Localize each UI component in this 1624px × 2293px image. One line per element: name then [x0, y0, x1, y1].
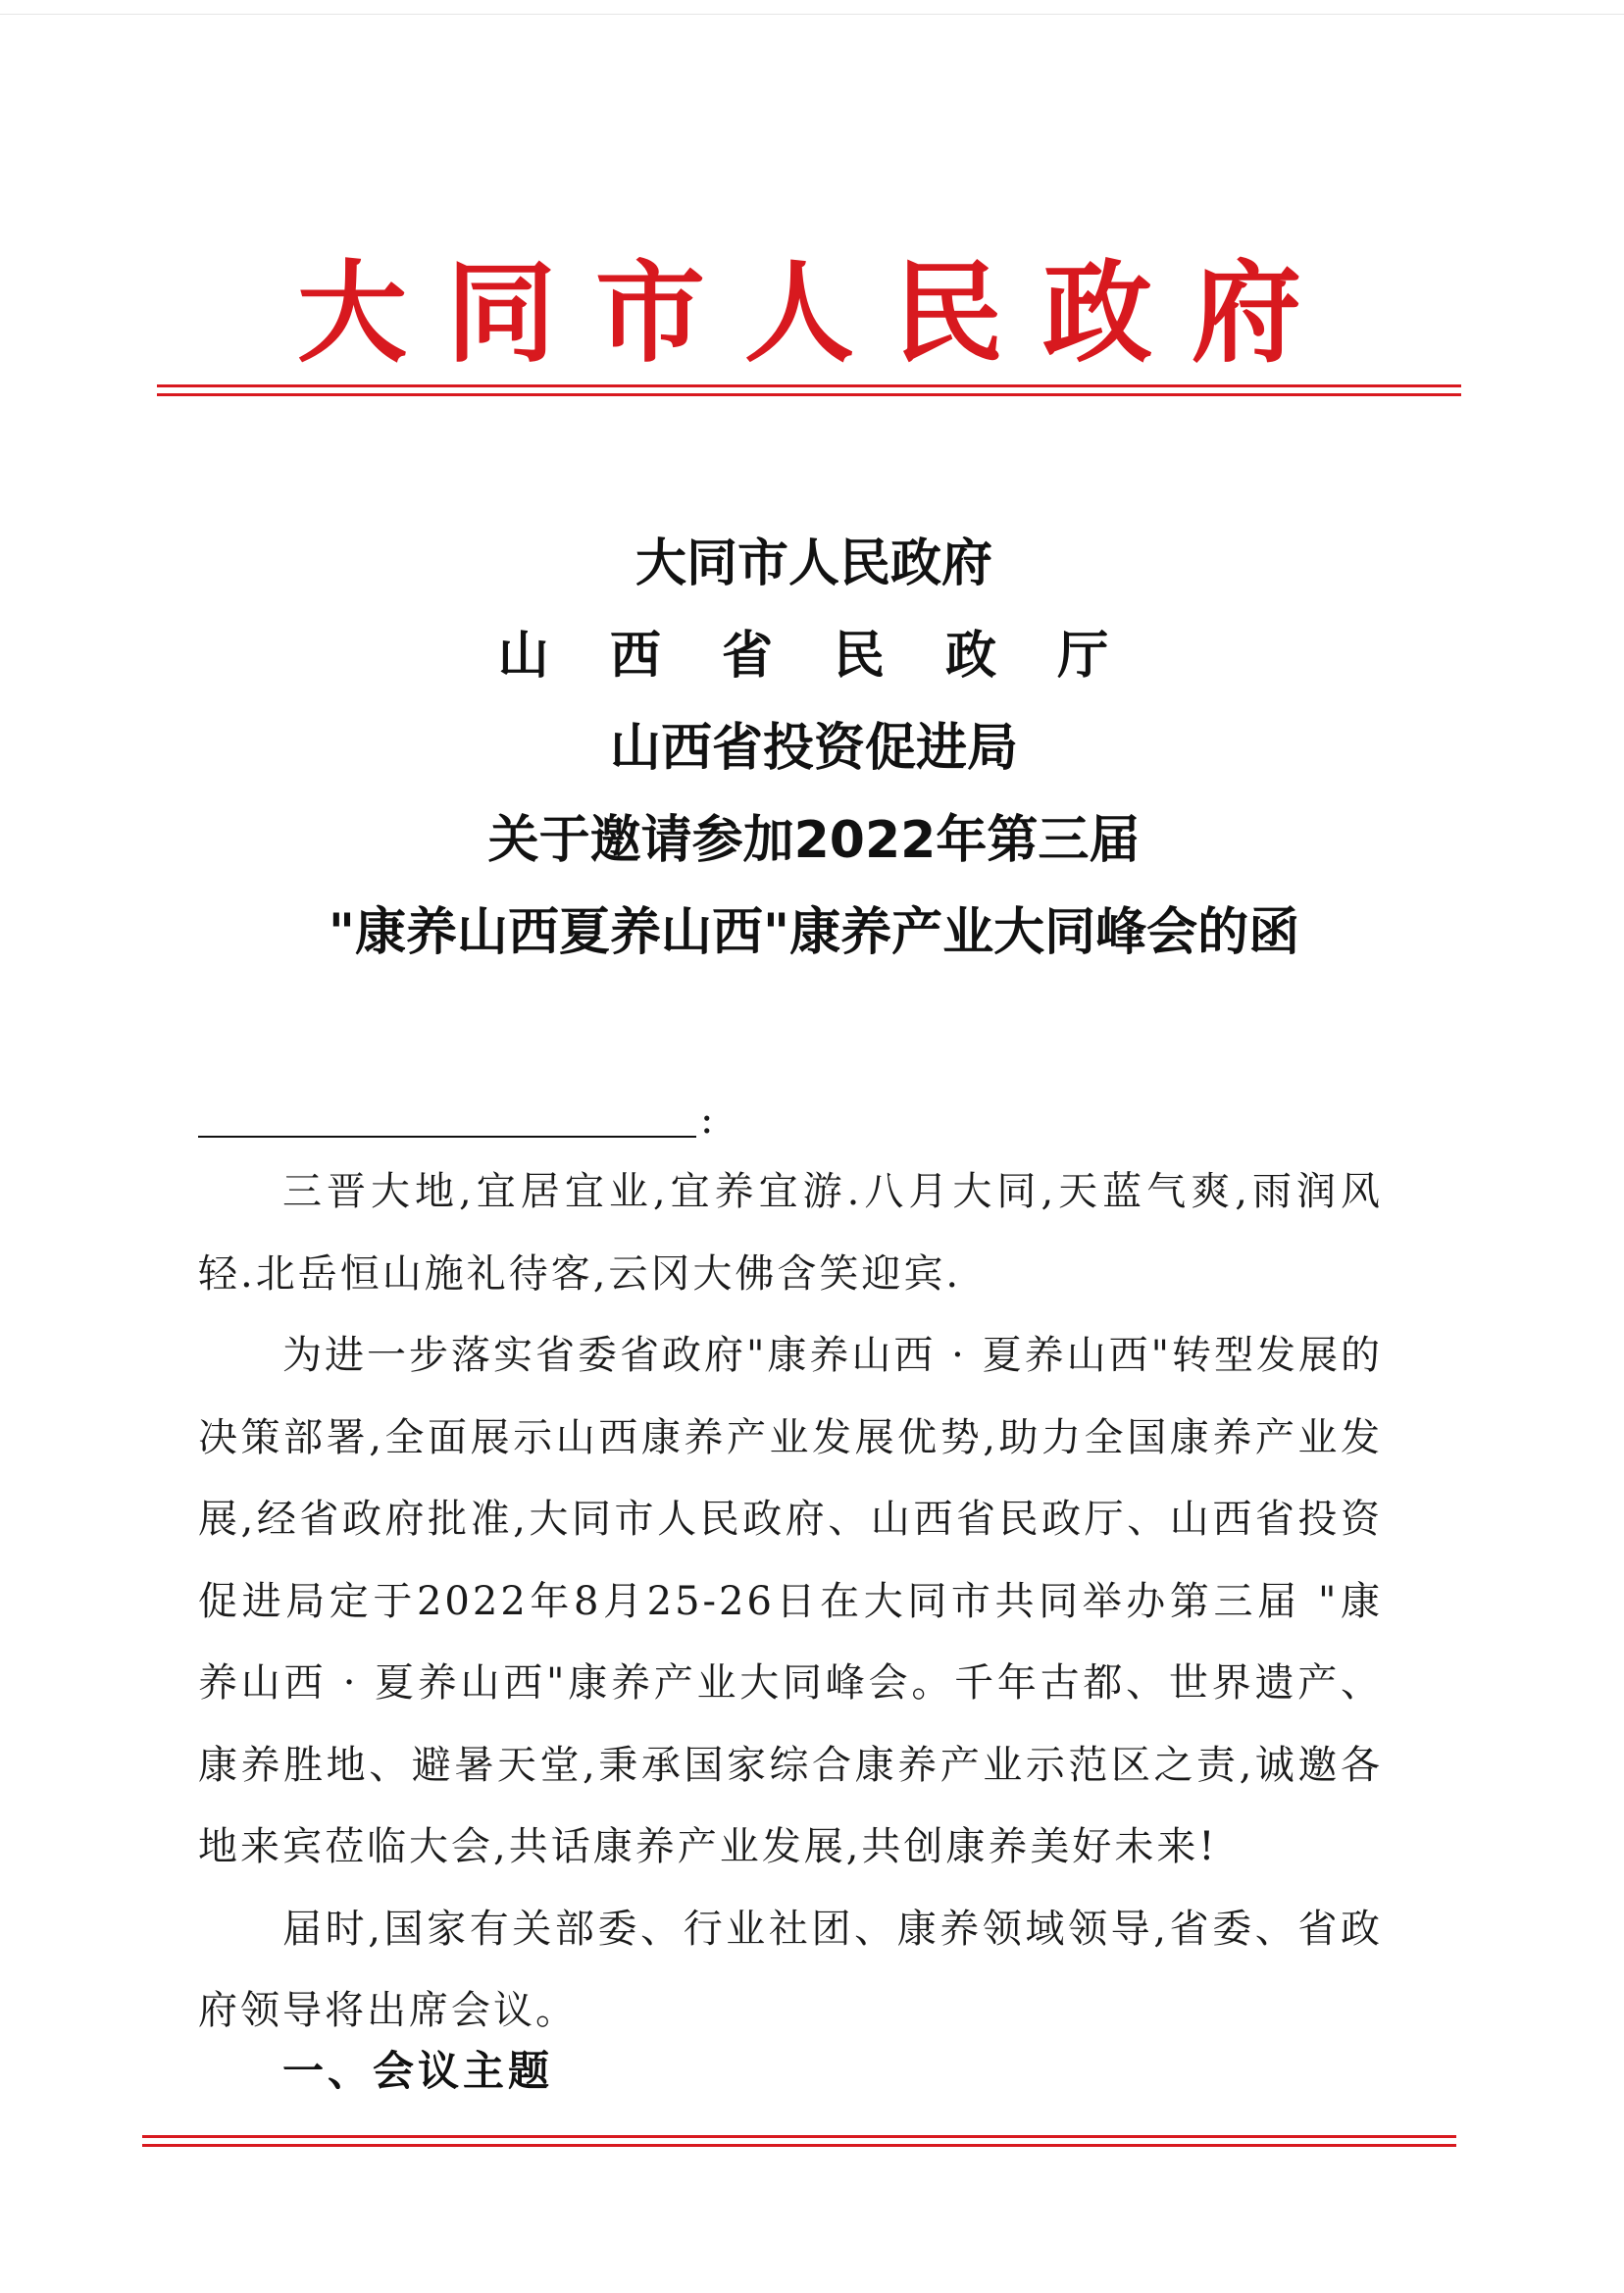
letterhead-red-rule: [157, 384, 1461, 396]
body-paragraph: 届时,国家有关部委、行业社团、康养领域领导,省委、省政府领导将出席会议。: [198, 1906, 1383, 2033]
page-edge-rule: [0, 14, 1624, 15]
salutation-colon: :: [700, 1097, 714, 1143]
document-title: [196, 518, 1432, 979]
addressee-blank: [198, 1136, 696, 1138]
body-paragraph: 为进一步落实省委省政府"康养山西 · 夏养山西"转型发展的决策部署,全面展示山西康养产业发展优势,助力全国康养产业发展,经省政府批准,大同市人民政府、山西省民政厅、山西省投资促进局定于2022年8月25-26日在大同市共同举办第三届 "康养山西 · 夏养山西"康养产业大同峰会。千年古都、世界遗产、康养胜地、避暑天堂,秉承国家综合康养产业示范区之责,诚邀各地来宾莅临大会,共话康养产业发展,共创康养美好未来!: [198, 1333, 1383, 1869]
title-line-issuer-2: 山 西 省 民 政 厅: [497, 627, 1131, 686]
salutation-line: [198, 1087, 713, 1144]
title-line-issuer-1: 大同市人民政府: [634, 535, 992, 593]
section-heading: 一、会议主题: [282, 2047, 554, 2095]
letter-body: [198, 1151, 1383, 2053]
footer-red-rule: [142, 2135, 1456, 2147]
body-paragraph: 三晋大地,宜居宜业,宜养宜游.八月大同,天蓝气爽,雨润风轻.北岳恒山施礼待客,云冈大佛含笑迎宾.: [198, 1169, 1383, 1297]
title-line-issuer-3: 山西省投资促进局: [609, 719, 1018, 778]
title-line-subject-1: 关于邀请参加2022年第三届: [487, 811, 1141, 870]
title-line-subject-2: "康养山西夏养山西"康养产业大同峰会的函: [328, 903, 1300, 962]
letterhead-title: 大同市人民政府: [297, 250, 1341, 378]
